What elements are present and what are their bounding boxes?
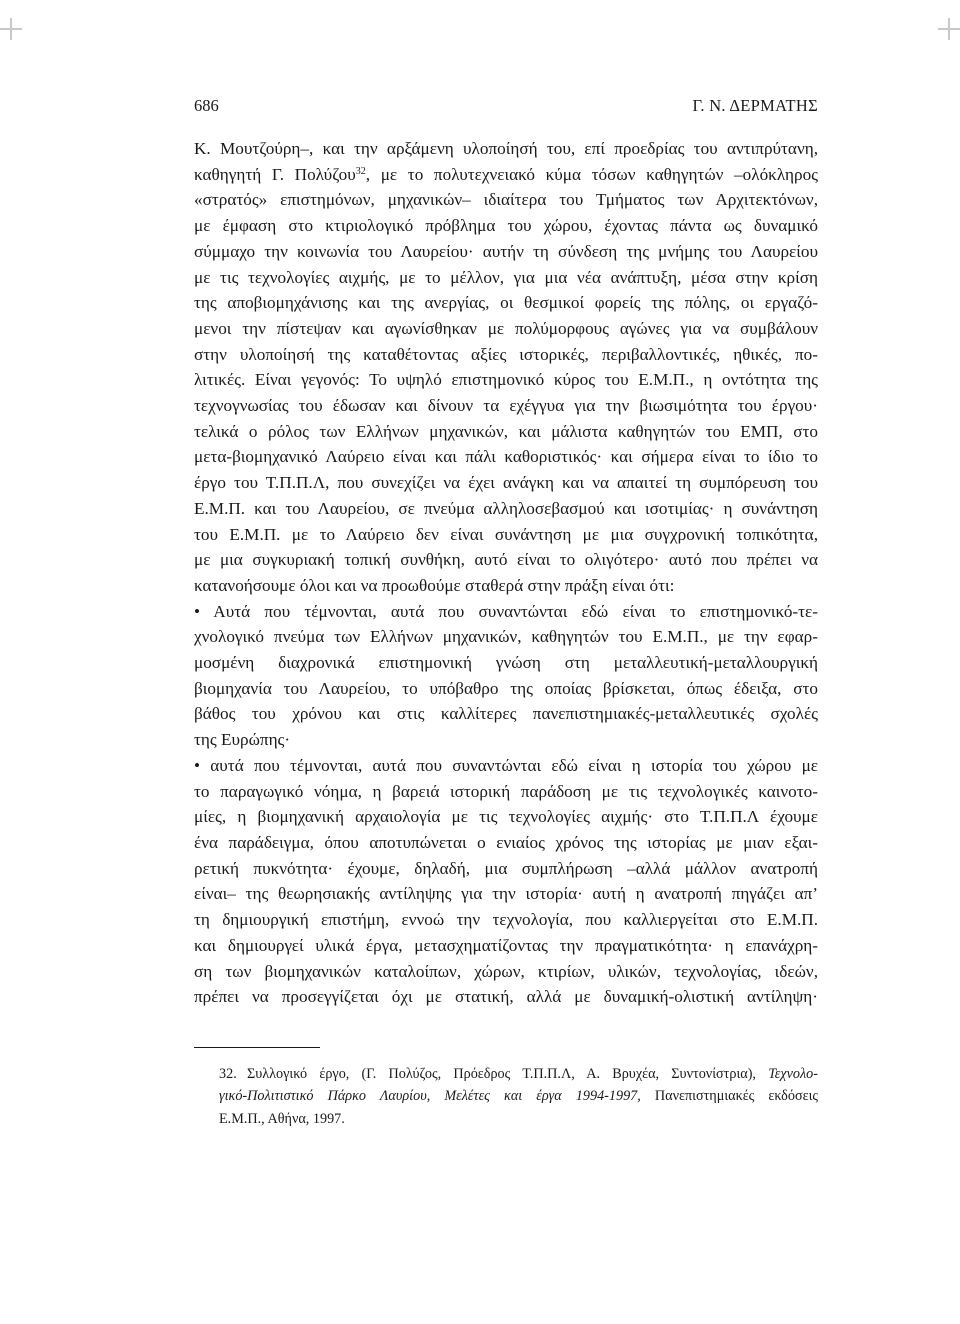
bullet-line: • αυτά που τέμνονται, αυτά που συναντώνται εδώ είναι η ιστορία του χώρου με (194, 755, 818, 775)
text-line: με τις τεχνολογίες αιχμής, με το μέλλον, για μια νέα ανάπτυξη, μέσα στην κρίση (194, 267, 818, 287)
text-line: σύμμαχο την κοινωνία του Λαυρείου· αυτήν τη σύνδεση της μνήμης του Λαυρείου (194, 241, 818, 261)
text-line: είναι– της θεωρησιακής αντίληψης για την ιστορία· αυτή η ανατροπή πηγάζει απ’ (194, 884, 818, 904)
text-fragment: , με το πολυτεχνειακό κύμα τόσων καθηγητών –ολόκληρος (365, 164, 818, 184)
text-line: τη δημιουργική επιστήμη, εννοώ την τεχνολογία, που καλλιεργείται στο Ε.Μ.Π. (194, 910, 818, 930)
text-line: Κ. Μουτζούρη–, και την αρξάμενη υλοποίησή του, επί προεδρίας του αντιπρύτανη, (194, 139, 818, 158)
text-line: μοσμένη διαχρονικά επιστημονική γνώση στη μεταλλευτική-μεταλλουργική (194, 653, 818, 673)
footnote-title: γικό-Πολιτιστικό Πάρκο Λαυρίου, Μελέτες και έργα 1994-1997, (219, 1088, 641, 1105)
page-number: 686 (194, 96, 219, 115)
footnote-rule (194, 1047, 320, 1048)
crop-mark-icon (0, 18, 22, 40)
running-head: Γ. Ν. ΔΕΡΜΑΤΗΣ (692, 96, 818, 115)
text-line: πρέπει να προσεγγίζεται όχι με στατική, αλλά με δυναμική-ολιστική αντίληψη· (194, 987, 818, 1007)
bullet-line: • Αυτά που τέμνονται, αυτά που συναντώνται εδώ είναι το επιστημονικό-τε- (194, 601, 818, 621)
text-line: τεχνογνωσίας του έδωσαν και δίνουν τα εχέγγυα για την βιωσιμότητα του έργου· (194, 396, 818, 416)
text-line: ση των βιομηχανικών καταλοίπων, χώρων, κτιρίων, υλικών, τεχνολογίας, ιδεών, (194, 961, 818, 981)
text-line: μενοι την πίστεψαν και αγωνίσθηκαν με πολύμορφους αγώνες για να συμβάλουν (194, 318, 818, 338)
text-line: με έμφαση στο κτιριολογικό πρόβλημα του χώρου, έχοντας πάντα ως δυναμικό (194, 216, 818, 236)
text-line: της Ευρώπης· (194, 730, 291, 750)
text-line: και δημιουργεί υλικά έργα, μετασχηματίζοντας την πραγματικότητα· η επανάχρη- (194, 935, 818, 955)
text-line: μετα-βιομηχανικό Λαύρειο είναι και πάλι καθοριστικός· και σήμερα είναι το ίδιο το (194, 447, 818, 467)
text-line: του Ε.Μ.Π. με το Λαύρειο δεν είναι συνάντηση με μια συγχρονική τοπικότητα, (194, 524, 818, 544)
text-line: κατανοήσουμε όλοι και να προωθούμε σταθερά στην πράξη είναι ότι: (194, 575, 675, 595)
text-line (194, 162, 818, 188)
page-header (194, 96, 818, 122)
text-line: με μια συγκυριακή τοπική συνθήκη, αυτό είναι το ολιγότερο· αυτό που πρέπει να (194, 550, 818, 570)
footnote-line: Ε.Μ.Π., Αθήνα, 1997. (219, 1110, 345, 1127)
text-line: βιομηχανία του Λαυρείου, το υπόβαθρο της οποίας βρίσκεται, όπως έδειξα, στο (194, 678, 818, 698)
crop-mark-icon (938, 18, 960, 40)
text-line: το παραγωγικό νόημα, η βαρειά ιστορική παράδοση με τις τεχνολογικές καινοτο- (194, 781, 818, 801)
text-line: στην υλοποίησή της καταθέτοντας αξίες ιστορικές, περιβαλλοντικές, ηθικές, πο- (194, 344, 818, 364)
text-line: λιτικές. Είναι γεγονός: Το υψηλό επιστημονικό κύρος του Ε.Μ.Π., η οντότητα της (194, 370, 818, 390)
text-line: της αποβιομηχάνισης και της ανεργίας, οι θεσμικοί φορείς της πόλης, οι εργαζό- (194, 293, 818, 313)
text-line: βάθος του χρόνου και στις καλλίτερες πανεπιστημιακές-μεταλλευτικές σχολές (194, 704, 818, 724)
text-line: ένα παράδειγμα, όπου αποτυπώνεται ο ενιαίος χρόνος της ιστορίας με μιαν εξαι- (194, 832, 818, 852)
text-line: Ε.Μ.Π. και του Λαυρείου, σε πνεύμα αλληλοσεβασμού και ισοτιμίας· η συνάντηση (194, 498, 818, 518)
text-line: έργο του Τ.Π.Π.Λ, που συνεχίζει να έχει ανάγκη και να απαιτεί τη συμπόρευση του (194, 473, 818, 493)
footnote (219, 1063, 818, 1130)
text-line: τελικά ο ρόλος των Ελλήνων μηχανικών, και μάλιστα καθηγητών του ΕΜΠ, στο (194, 421, 818, 441)
body-text (194, 136, 818, 1010)
footnote-line (219, 1063, 818, 1085)
footnote-text: Πανεπιστημιακές εκδόσεις (654, 1088, 819, 1105)
footnote-text: Συλλογικό έργο, (Γ. Πολύζος, Πρόεδρος Τ.Π.Π.Λ, Α. Βρυχέα, Συντονίστρια), (247, 1066, 756, 1082)
footnote-number: 32. (219, 1066, 237, 1082)
text-fragment: καθηγητή Γ. Πολύζου (194, 164, 356, 184)
text-line: μίες, η βιομηχανική αρχαιολογία με τις τεχνολογίες αιχμής· στο Τ.Π.Π.Λ έχουμε (194, 807, 818, 827)
text-line: «στρατός» επιστημόνων, μηχανικών– ιδιαίτερα του Τμήματος των Αρχιτεκτόνων, (194, 190, 818, 210)
text-line: χνολογικό πνεύμα των Ελλήνων μηχανικών, καθηγητών του Ε.Μ.Π., με την εφαρ- (194, 627, 818, 647)
text-line: ρετική πυκνότητα· έχουμε, δηλαδή, μια συμπλήρωση –αλλά μάλλον ανατροπή (194, 858, 818, 878)
footnote-ref[interactable]: 32 (355, 165, 366, 177)
footnote-line (219, 1085, 818, 1107)
footnote-title: Τεχνολο- (768, 1066, 818, 1082)
